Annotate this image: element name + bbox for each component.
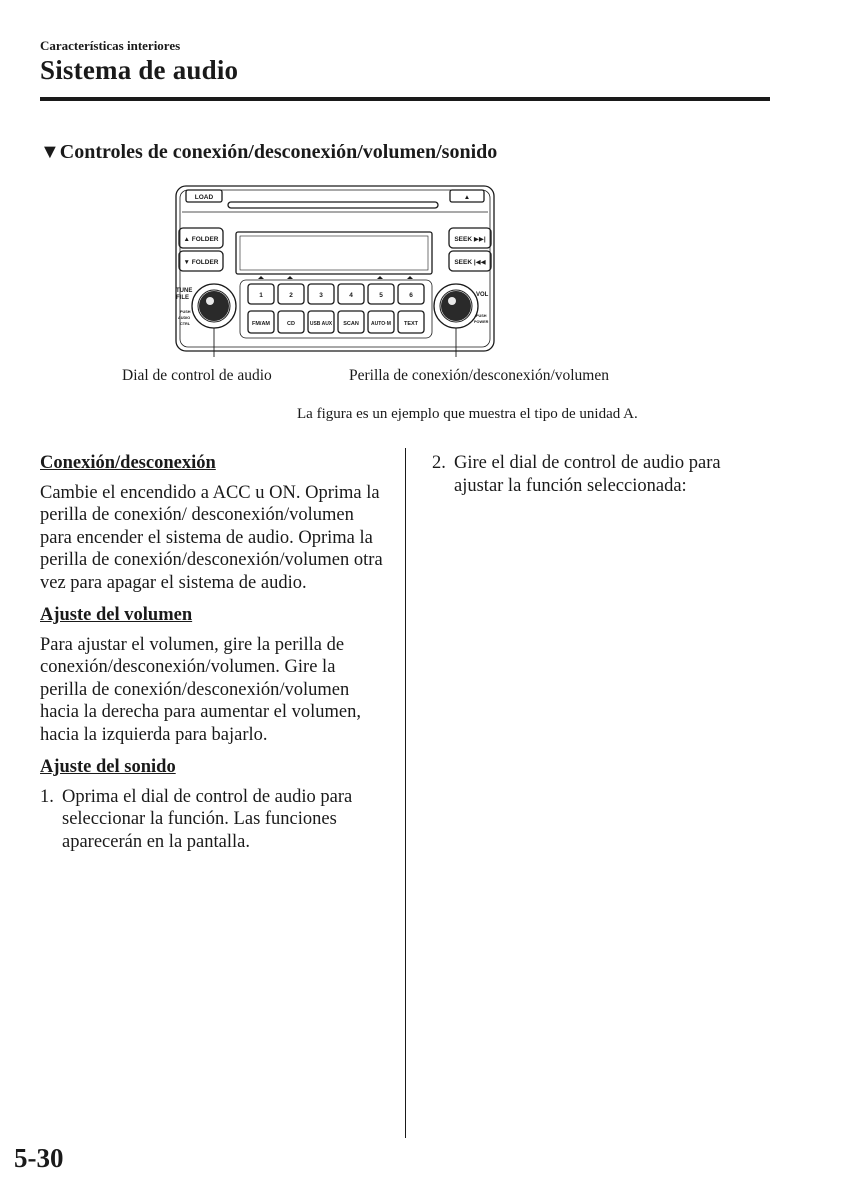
- step-2-number: 2.: [432, 453, 446, 473]
- page-title: Sistema de audio: [40, 55, 239, 85]
- step-2: [432, 452, 772, 497]
- seek-up-label: SEEK ▶▶|: [454, 236, 486, 243]
- caption-audio-dial: Dial de control de audio: [122, 367, 272, 384]
- load-label: LOAD: [194, 194, 214, 201]
- column-divider: [405, 448, 406, 1138]
- push-label: PUSH: [180, 310, 191, 314]
- text-label: TEXT: [403, 321, 419, 327]
- section-label: Características interiores: [40, 38, 181, 53]
- heading-power: Conexión/desconexión: [40, 453, 216, 473]
- audio-unit-drawing: [170, 182, 500, 357]
- title-rule: [40, 97, 770, 101]
- cd-label: CD: [287, 321, 295, 327]
- step-2-text: Gire el dial de control de audio para ajustar la función seleccionada:: [454, 453, 721, 496]
- vol-label: VOL: [476, 292, 489, 298]
- caption-power-volume-knob: Perilla de conexión/desconexión/volumen: [349, 367, 609, 384]
- ctrl-label: CTRL: [180, 322, 191, 326]
- fm-am-label: FM/AM: [251, 321, 271, 327]
- page-number: 5-30: [14, 1143, 64, 1173]
- display: [236, 232, 432, 274]
- step-1-number: 1.: [40, 786, 54, 807]
- right-column: [432, 452, 772, 505]
- push-power-label: PUSH: [476, 314, 487, 318]
- preset-5-label: 5: [379, 292, 383, 299]
- cd-slot: [228, 202, 438, 208]
- file-label: FILE: [176, 295, 189, 301]
- preset-1-label: 1: [259, 292, 263, 299]
- auto-m-label: AUTO·M: [371, 321, 391, 327]
- scan-label: SCAN: [343, 321, 359, 327]
- text-volume: Para ajustar el volumen, gire la perilla de conexión/desconexión/volumen. Gire la perilla de conexión/desconexión/volumen hacia la derecha para aumentar el volumen, hacia la izquierda para bajarlo.: [40, 634, 362, 745]
- text-power: Cambie el encendido a ACC u ON. Oprima la perilla de conexión/ desconexión/volumen para encender el sistema de audio. Oprima la perilla de conexión/desconexión/volumen otra vez para apagar el sistema de audio.: [40, 482, 383, 593]
- power-label: POWER: [474, 320, 489, 324]
- preset-3-label: 3: [319, 292, 323, 299]
- preset-4-label: 4: [349, 292, 353, 299]
- eject-label: ▲: [463, 194, 471, 201]
- heading-volume: Ajuste del volumen: [40, 605, 193, 625]
- step-1: [40, 786, 385, 854]
- seek-down-label: SEEK |◀◀: [454, 259, 486, 266]
- audio-label: AUDIO: [178, 316, 191, 320]
- figure-note: La figura es un ejemplo que muestra el tipo de unidad A.: [297, 406, 638, 422]
- usb-aux-label: USB AUX: [309, 321, 333, 327]
- tune-label: TUNE: [176, 288, 193, 294]
- step-1-text: Oprima el dial de control de audio para seleccionar la función. Las funciones aparecerán en la pantalla.: [62, 786, 353, 852]
- heading-sound: Ajuste del sonido: [40, 757, 176, 777]
- folder-down-label: ▼ FOLDER: [183, 259, 219, 266]
- preset-6-label: 6: [409, 292, 413, 299]
- subheading: ▼Controles de conexión/desconexión/volumen/sonido: [40, 141, 498, 163]
- audio-unit-figure: [170, 182, 500, 357]
- preset-2-label: 2: [289, 292, 293, 299]
- folder-up-label: ▲ FOLDER: [183, 236, 219, 243]
- left-column: [40, 452, 385, 861]
